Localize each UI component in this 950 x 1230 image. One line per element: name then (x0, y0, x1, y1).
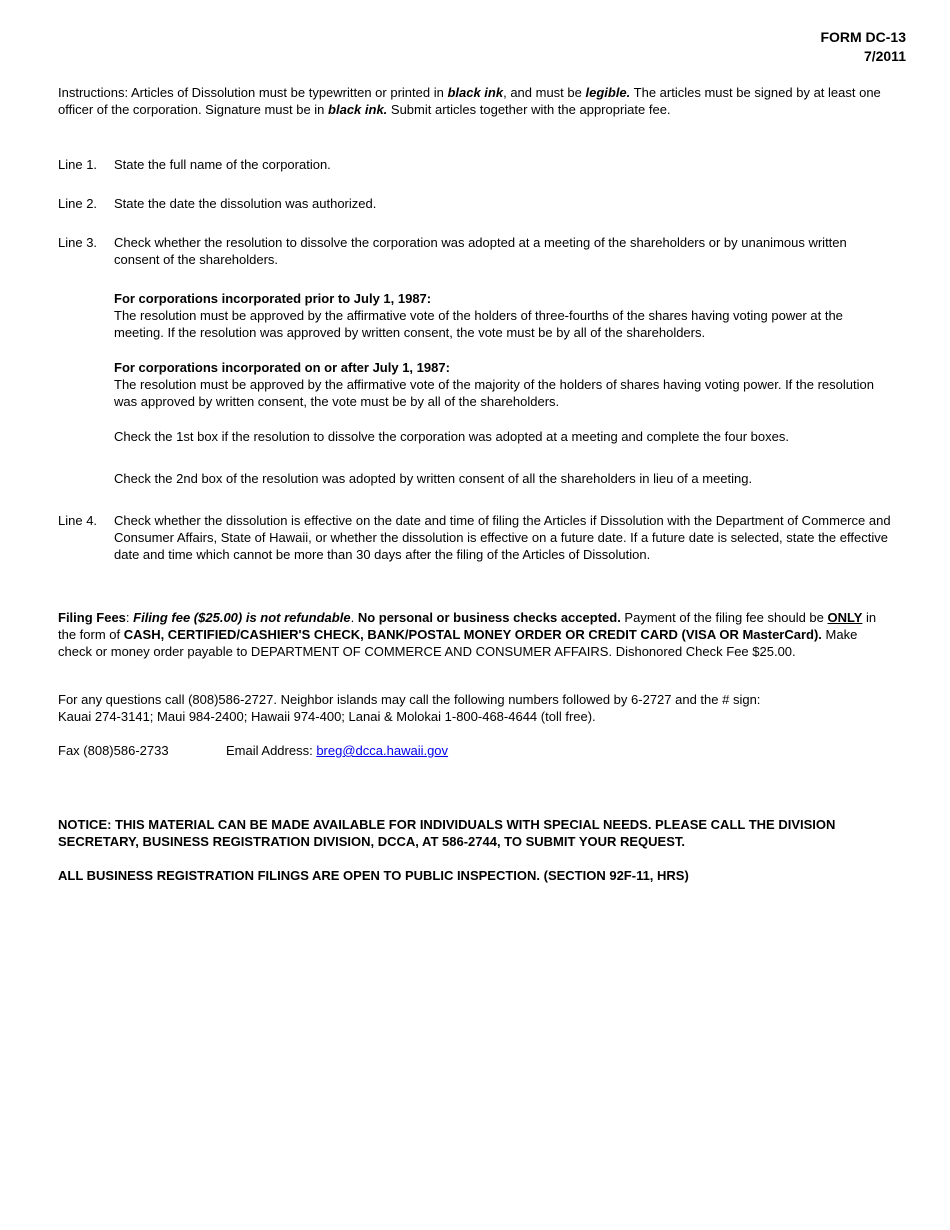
fees-text-3: Make check or money order payable to DEPARTMENT OF COMMERCE AND CONSUMER AFFAIRS. Dishonored Check Fee $25.00. (58, 627, 858, 659)
line-3-box2-note (114, 470, 892, 487)
fees-text-1: Payment of the filing fee should be (620, 610, 828, 625)
prior-1987-heading: For corporations incorporated prior to July 1, 1987: (114, 291, 432, 306)
contact-islands-line: Kauai 274-3141; Maui 984-2400; Hawaii 974-400; Lanai & Molokai 1-800-468-4644 (toll free). (58, 709, 596, 724)
fees-colon: : (125, 610, 134, 625)
fax-email-row (58, 742, 892, 759)
form-revision: 7/2011 (863, 48, 906, 64)
line-3-instruction (58, 234, 892, 268)
fees-payment-forms: CASH, CERTIFIED/CASHIER'S CHECK, BANK/POSTAL MONEY ORDER OR CREDIT CARD (VISA OR MasterCard). (123, 627, 822, 642)
instructions-black-ink-1: black ink (447, 85, 504, 100)
line-4-text: Check whether the dissolution is effective on the date and time of filing the Articles if Dissolution with the Department of Commerce and Consumer Affairs, State of Hawaii, or whether the dissolution is effective on a future date. If a future date is selected, state the effective date and time which cannot be more than 30 days after the filing of the Articles of Dissolution. (114, 513, 891, 562)
form-id: FORM DC-13 (820, 29, 906, 45)
instructions-text-2: , and must be (503, 85, 586, 100)
line-2-instruction (58, 195, 892, 212)
instructions-body (58, 84, 892, 884)
line-1-label: Line 1. (58, 157, 98, 172)
fees-no-checks: No personal or business checks accepted. (357, 610, 621, 625)
prior-1987-text: The resolution must be approved by the affirmative vote of the holders of three-fourths of the shares having voting power at the meeting. If the resolution was approved by written consent, the vote must be by all of the shareholders. (114, 308, 843, 340)
fees-label: Filing Fees (58, 610, 126, 625)
after-1987-heading: For corporations incorporated on or after July 1, 1987: (114, 360, 450, 375)
instructions-text-1: Instructions: Articles of Dissolution must be typewritten or printed in (58, 85, 448, 100)
email-block (226, 742, 448, 759)
box1-note-text: Check the 1st box if the resolution to dissolve the corporation was adopted at a meeting and complete the four boxes. (114, 429, 789, 444)
line-3-text: Check whether the resolution to dissolve the corporation was adopted at a meeting of the shareholders or by unanimous written consent of the shareholders. (114, 235, 847, 267)
line-1-instruction (58, 156, 892, 173)
line-4-instruction (58, 512, 892, 563)
instructions-text-4: Submit articles together with the appropriate fee. (387, 102, 671, 117)
fax-number: Fax (808)586-2733 (58, 743, 169, 758)
fees-text-2: in the form of (58, 610, 877, 642)
filing-fees-paragraph (58, 609, 892, 660)
line-3-after-1987 (114, 359, 892, 410)
fees-nonrefundable: Filing fee ($25.00) is not refundable (133, 610, 351, 625)
instructions-intro (58, 84, 892, 118)
after-1987-text: The resolution must be approved by the affirmative vote of the majority of the holders of shares having voting power. If the resolution was approved by written consent, the vote must be by all of the shareholders. (114, 377, 874, 409)
line-3-label: Line 3. (58, 235, 98, 250)
line-3-prior-1987 (114, 290, 892, 341)
email-link[interactable]: breg@dcca.hawaii.gov (316, 743, 449, 758)
special-needs-notice: NOTICE: THIS MATERIAL CAN BE MADE AVAILABLE FOR INDIVIDUALS WITH SPECIAL NEEDS. PLEASE CALL THE DIVISION SECRETARY, BUSINESS REGISTRATION DIVISION, DCCA, AT 586-2744, TO SUBMIT YOUR REQUEST. (58, 817, 836, 849)
instructions-black-ink-2: black ink. (328, 102, 388, 117)
line-1-text: State the full name of the corporation. (114, 157, 331, 172)
line-4-label: Line 4. (58, 513, 98, 528)
public-inspection-notice: ALL BUSINESS REGISTRATION FILINGS ARE OPEN TO PUBLIC INSPECTION. (SECTION 92F-11, HRS) (58, 868, 689, 883)
box2-note-text: Check the 2nd box of the resolution was adopted by written consent of all the shareholders in lieu of a meeting. (114, 471, 753, 486)
instructions-text-3: The articles must be signed by at least one officer of the corporation. Signature must be in (58, 85, 881, 117)
instructions-legible: legible. (585, 85, 631, 100)
line-2-text: State the date the dissolution was authorized. (114, 196, 377, 211)
form-header (820, 28, 906, 66)
line-3-box1-note (114, 428, 892, 445)
contact-phone-line: For any questions call (808)586-2727. Neighbor islands may call the following numbers followed by 6-2727 and the # sign: (58, 692, 761, 707)
line-2-label: Line 2. (58, 196, 98, 211)
contact-info (58, 691, 892, 725)
fees-only: ONLY (827, 610, 863, 625)
fees-dot: . (350, 610, 358, 625)
email-label: Email Address: (226, 743, 317, 758)
